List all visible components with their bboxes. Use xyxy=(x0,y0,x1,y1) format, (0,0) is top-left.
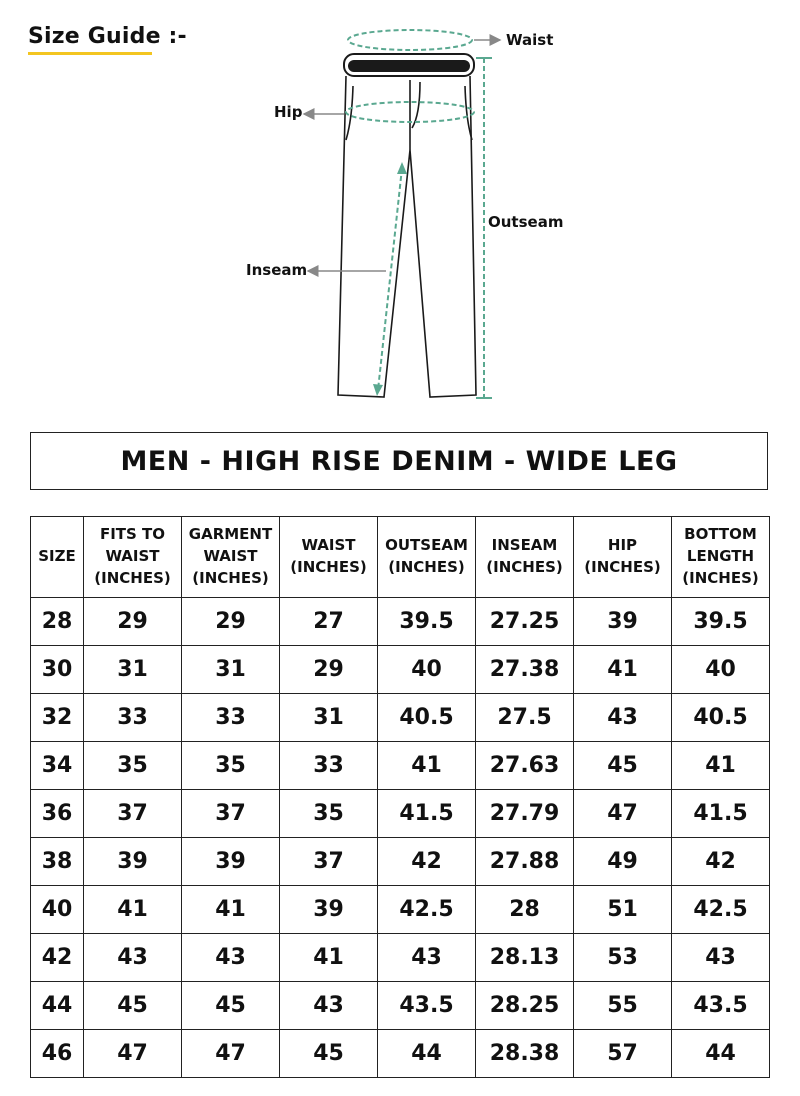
column-header-line: OUTSEAM xyxy=(385,536,468,555)
table-cell: 47 xyxy=(84,1030,182,1078)
table-cell: 41 xyxy=(280,934,378,982)
table-cell: 45 xyxy=(574,742,672,790)
column-header xyxy=(280,517,378,598)
table-cell: 33 xyxy=(182,694,280,742)
table-cell: 34 xyxy=(31,742,84,790)
table-cell: 29 xyxy=(182,598,280,646)
table-cell: 46 xyxy=(31,1030,84,1078)
table-cell: 41.5 xyxy=(672,790,770,838)
table-cell: 41 xyxy=(574,646,672,694)
table-cell: 41.5 xyxy=(378,790,476,838)
table-cell: 29 xyxy=(84,598,182,646)
table-cell: 27.63 xyxy=(476,742,574,790)
column-header-line: INSEAM xyxy=(491,536,558,555)
table-cell: 27.5 xyxy=(476,694,574,742)
column-header-line: WAIST xyxy=(203,547,258,566)
pants-diagram xyxy=(0,0,800,420)
table-cell: 44 xyxy=(672,1030,770,1078)
table-cell: 27 xyxy=(280,598,378,646)
table-cell: 43.5 xyxy=(378,982,476,1030)
table-cell: 45 xyxy=(84,982,182,1030)
table-cell: 51 xyxy=(574,886,672,934)
inseam-measure xyxy=(373,162,407,396)
table-cell: 42 xyxy=(378,838,476,886)
table-cell: 40 xyxy=(378,646,476,694)
table-cell: 27.38 xyxy=(476,646,574,694)
table-cell: 49 xyxy=(574,838,672,886)
table-cell: 40 xyxy=(31,886,84,934)
label-outseam: Outseam xyxy=(488,213,564,231)
table-cell: 43 xyxy=(280,982,378,1030)
table-cell: 32 xyxy=(31,694,84,742)
table-cell: 38 xyxy=(31,838,84,886)
table-cell: 44 xyxy=(31,982,84,1030)
table-cell: 31 xyxy=(280,694,378,742)
table-title: MEN - HIGH RISE DENIM - WIDE LEG xyxy=(30,432,768,490)
table-cell: 27.25 xyxy=(476,598,574,646)
table-cell: 35 xyxy=(84,742,182,790)
table-cell: 47 xyxy=(182,1030,280,1078)
table-row xyxy=(31,646,770,694)
table-cell: 27.88 xyxy=(476,838,574,886)
table-cell: 39 xyxy=(182,838,280,886)
table-cell: 33 xyxy=(280,742,378,790)
table-cell: 43 xyxy=(672,934,770,982)
table-cell: 45 xyxy=(182,982,280,1030)
table-header-row xyxy=(31,517,770,598)
table-cell: 43 xyxy=(182,934,280,982)
table-cell: 37 xyxy=(280,838,378,886)
table-cell: 39 xyxy=(280,886,378,934)
column-header-line: BOTTOM xyxy=(684,525,757,544)
table-row xyxy=(31,1030,770,1078)
table-cell: 39.5 xyxy=(672,598,770,646)
table-cell: 28.25 xyxy=(476,982,574,1030)
table-cell: 31 xyxy=(182,646,280,694)
column-header-line: GARMENT xyxy=(188,525,273,544)
column-header xyxy=(672,517,770,598)
table-cell: 44 xyxy=(378,1030,476,1078)
label-waist: Waist xyxy=(506,31,554,49)
column-header xyxy=(31,517,84,598)
table-cell: 43 xyxy=(378,934,476,982)
table-cell: 28.38 xyxy=(476,1030,574,1078)
table-cell: 42 xyxy=(31,934,84,982)
table-cell: 27.79 xyxy=(476,790,574,838)
table-row xyxy=(31,934,770,982)
table-cell: 41 xyxy=(182,886,280,934)
column-header-line: HIP xyxy=(607,536,638,555)
column-header-line: (INCHES) xyxy=(584,558,661,576)
table-cell: 28 xyxy=(31,598,84,646)
table-cell: 43.5 xyxy=(672,982,770,1030)
table-row xyxy=(31,886,770,934)
table-cell: 40 xyxy=(672,646,770,694)
table-cell: 37 xyxy=(182,790,280,838)
table-cell: 53 xyxy=(574,934,672,982)
table-cell: 35 xyxy=(280,790,378,838)
table-cell: 40.5 xyxy=(378,694,476,742)
table-cell: 47 xyxy=(574,790,672,838)
table-row xyxy=(31,598,770,646)
table-cell: 37 xyxy=(84,790,182,838)
table-cell: 42.5 xyxy=(672,886,770,934)
table-row xyxy=(31,982,770,1030)
table-row xyxy=(31,838,770,886)
table-cell: 39 xyxy=(574,598,672,646)
table-cell: 29 xyxy=(280,646,378,694)
column-header-line: LENGTH xyxy=(686,547,755,566)
table-cell: 35 xyxy=(182,742,280,790)
table-cell: 57 xyxy=(574,1030,672,1078)
table-row xyxy=(31,742,770,790)
column-header-line: (INCHES) xyxy=(682,568,759,587)
table-cell: 28 xyxy=(476,886,574,934)
column-header-line: (INCHES) xyxy=(192,568,269,587)
table-cell: 42.5 xyxy=(378,886,476,934)
column-header-line: (INCHES) xyxy=(388,558,465,576)
column-header xyxy=(476,517,574,598)
table-cell: 36 xyxy=(31,790,84,838)
table-cell: 43 xyxy=(574,694,672,742)
table-cell: 41 xyxy=(672,742,770,790)
pants-outline xyxy=(338,76,476,397)
table-cell: 41 xyxy=(84,886,182,934)
table-row xyxy=(31,790,770,838)
column-header-line: SIZE xyxy=(38,547,76,566)
table-row xyxy=(31,694,770,742)
table-cell: 39 xyxy=(84,838,182,886)
table-cell: 45 xyxy=(280,1030,378,1078)
table-cell: 33 xyxy=(84,694,182,742)
label-inseam: Inseam xyxy=(246,261,308,279)
column-header xyxy=(84,517,182,598)
table-cell: 41 xyxy=(378,742,476,790)
column-header xyxy=(378,517,476,598)
column-header-line: (INCHES) xyxy=(94,568,171,587)
table-cell: 42 xyxy=(672,838,770,886)
column-header-line: (INCHES) xyxy=(486,558,563,576)
column-header-line: WAIST xyxy=(105,547,160,566)
table-cell: 40.5 xyxy=(672,694,770,742)
table-cell: 31 xyxy=(84,646,182,694)
table-cell: 55 xyxy=(574,982,672,1030)
column-header xyxy=(574,517,672,598)
table-cell: 43 xyxy=(84,934,182,982)
column-header-line: (INCHES) xyxy=(290,558,367,576)
waist-measure xyxy=(348,30,472,50)
column-header xyxy=(182,517,280,598)
size-guide-title: Size Guide :- xyxy=(28,24,187,49)
column-header-line: FITS TO xyxy=(99,525,166,544)
table-cell: 39.5 xyxy=(378,598,476,646)
size-chart-table xyxy=(30,516,770,1078)
column-header-line: WAIST xyxy=(301,536,356,555)
table-cell: 28.13 xyxy=(476,934,574,982)
table-cell: 30 xyxy=(31,646,84,694)
label-hip: Hip xyxy=(274,103,303,121)
